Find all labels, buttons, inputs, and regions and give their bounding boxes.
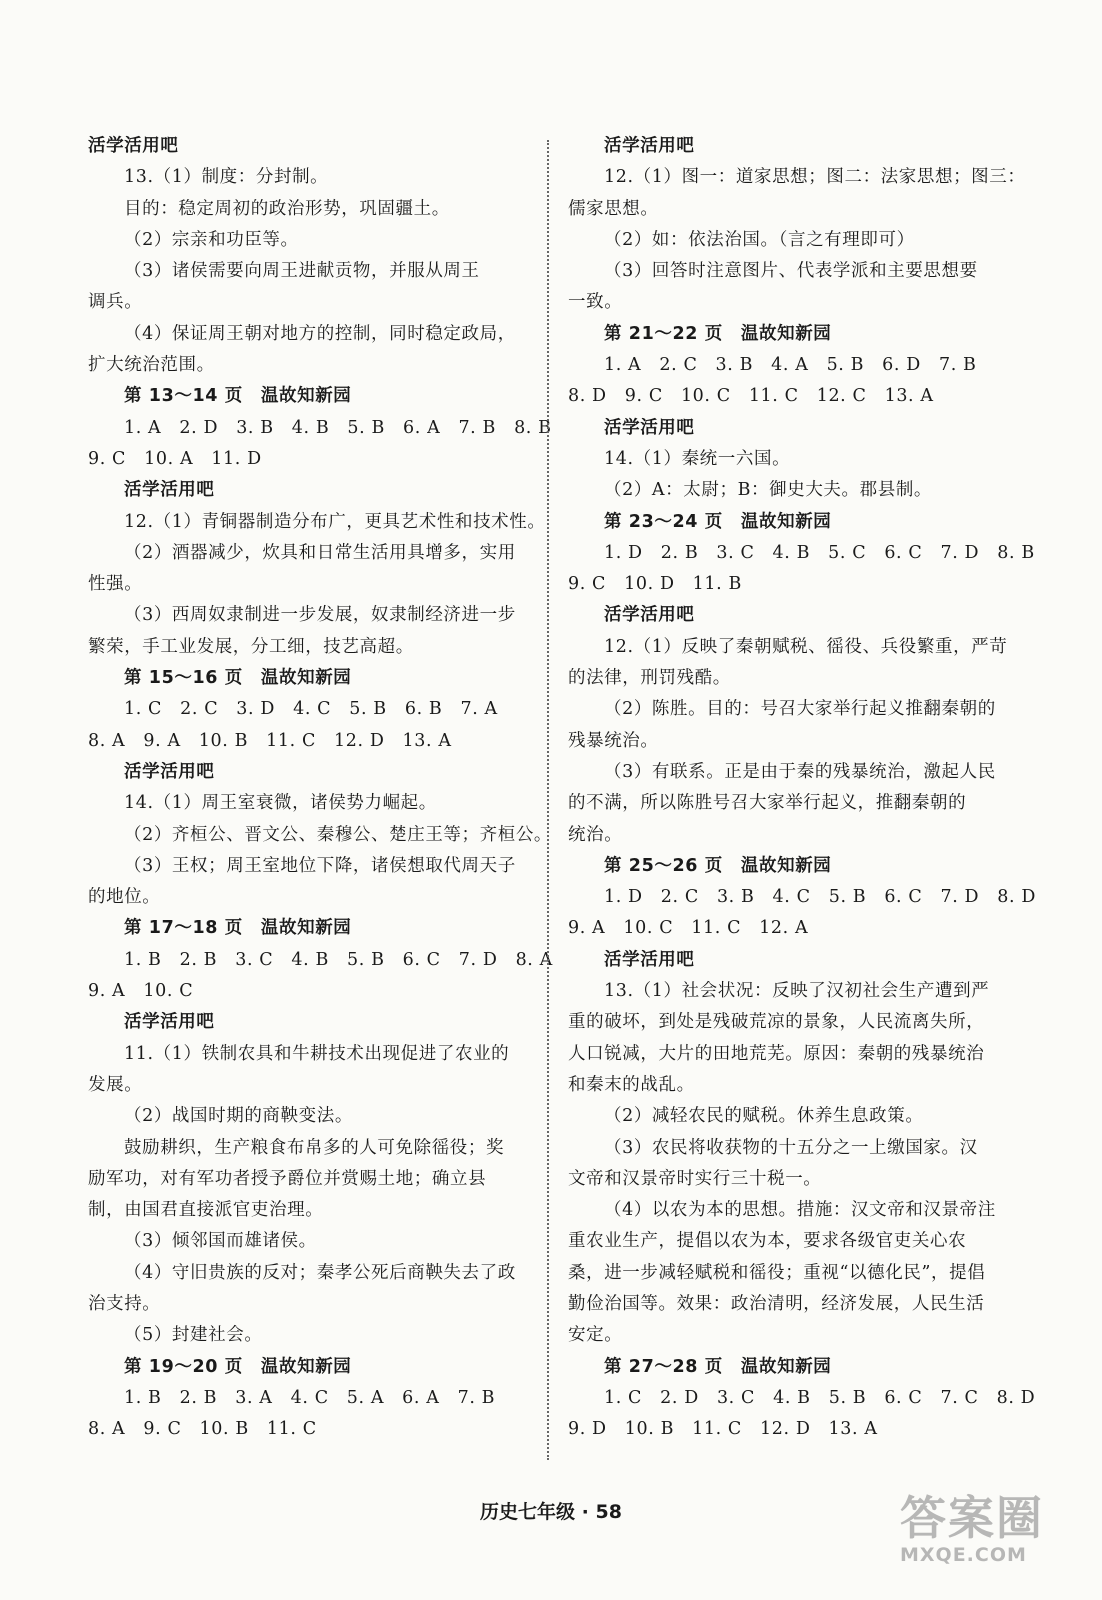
answer-line: （4）以农为本的思想。措施：汉文帝和汉景帝注 [604,1200,996,1221]
right-column [568,131,1036,1445]
answer-line: 文帝和汉景帝时实行三十税一。 [568,1168,822,1189]
answer-line: 扩大统治范围。 [88,355,215,376]
answer-line: 重的破坏，到处是残破荒凉的景象，人民流离失所， [568,1012,985,1033]
answer-line: 1. B 2. B 3. C 4. B 5. B 6. C 7. D 8. A [124,949,553,970]
answer-line: 1. C 2. C 3. D 4. C 5. B 6. B 7. A [124,699,498,720]
answer-line: 鼓励耕织，生产粮食布帛多的人可免除徭役；奖 [124,1137,505,1158]
section-heading: 活学活用吧 [604,949,695,970]
section-heading: 第 25～26 页 温故知新园 [604,855,832,876]
section-heading: 活学活用吧 [124,1012,215,1033]
answer-line: （2）酒器减少，炊具和日常生活用具增多，实用 [124,542,516,563]
answer-line: 1. A 2. C 3. B 4. A 5. B 6. D 7. B [604,355,977,376]
answer-line: 9. D 10. B 11. C 12. D 13. A [568,1419,878,1440]
answer-line: 目的：稳定周初的政治形势，巩固疆土。 [124,198,450,219]
section-heading: 第 13～14 页 温故知新园 [124,386,352,407]
answer-line: 14.（1）周王室衰微，诸侯势力崛起。 [124,793,437,814]
answer-line: 和秦末的战乱。 [568,1074,695,1095]
answer-line: 一致。 [568,292,623,313]
answer-line: 11.（1）铁制农具和牛耕技术出现促进了农业的 [124,1043,510,1064]
answer-line: （3）农民将收获物的十五分之一上缴国家。汉 [604,1137,978,1158]
answer-line: 13.（1）社会状况：反映了汉初社会生产遭到严 [604,981,990,1002]
section-heading: 第 27～28 页 温故知新园 [604,1356,832,1377]
answer-line: 的不满，所以陈胜号召大家举行起义，推翻秦朝的 [568,793,967,814]
answer-line: 治支持。 [88,1293,161,1314]
answer-line: （2）陈胜。目的：号召大家举行起义推翻秦朝的 [604,699,996,720]
answer-line: 的法律，刑罚残酷。 [568,668,731,689]
answer-line: 9. C 10. D 11. B [568,574,742,595]
answer-line: 重农业生产，提倡以农为本，要求各级官吏关心农 [568,1231,967,1252]
answer-line: 12.（1）图一：道家思想；图二：法家思想；图三： [604,167,1026,188]
section-heading: 第 19～20 页 温故知新园 [124,1356,352,1377]
page-footer: 历史七年级 · 58 [480,1501,622,1523]
section-heading: 活学活用吧 [88,136,179,156]
answer-line: 9. A 10. C 11. C 12. A [568,918,809,939]
section-heading: 第 21～22 页 温故知新园 [604,323,832,344]
answer-line: （5）封建社会。 [124,1325,263,1346]
answer-line: 桑，进一步减轻赋税和徭役；重视“以德化民”，提倡 [568,1262,986,1283]
answer-line: 勤俭治国等。效果：政治清明，经济发展，人民生活 [568,1293,985,1314]
section-heading: 活学活用吧 [604,605,695,626]
answer-line: 制，由国君直接派官吏治理。 [88,1200,324,1221]
answer-line: 14.（1）秦统一六国。 [604,448,791,469]
answer-line: 发展。 [88,1074,143,1095]
answer-line: （4）守旧贵族的反对；秦孝公死后商鞅失去了政 [124,1262,516,1283]
answer-line: （2）战国时期的商鞅变法。 [124,1106,353,1127]
section-heading: 第 17～18 页 温故知新园 [124,918,352,939]
answer-line: （2）宗亲和功臣等。 [124,229,299,250]
answer-line: （3）倾邻国而雄诸侯。 [124,1231,317,1252]
answer-line: （3）王权；周王室地位下降，诸侯想取代周天子 [124,855,516,876]
section-heading: 活学活用吧 [124,480,215,501]
answer-line: 残暴统治。 [568,730,659,751]
answer-line: 1. D 2. B 3. C 4. B 5. C 6. C 7. D 8. B [604,542,1035,563]
answer-line: 1. C 2. D 3. C 4. B 5. B 6. C 7. C 8. D [604,1387,1036,1408]
answer-line: （3）诸侯需要向周王进献贡物，并服从周王 [124,261,480,282]
answer-line: （3）回答时注意图片、代表学派和主要思想要 [604,261,978,282]
answer-line: 9. C 10. A 11. D [88,448,262,469]
section-heading: 第 15～16 页 温故知新园 [124,668,352,689]
answer-line: 人口锐减，大片的田地荒芜。原因：秦朝的残暴统治 [568,1043,985,1064]
answer-line: （3）有联系。正是由于秦的残暴统治，激起人民 [604,761,996,782]
answer-line: 8. A 9. C 10. B 11. C [88,1419,317,1440]
answer-line: 12.（1）青铜器制造分布广，更具艺术性和技术性。 [124,511,546,532]
answer-line: （3）西周奴隶制进一步发展，奴隶制经济进一步 [124,605,516,626]
section-heading: 活学活用吧 [604,136,695,156]
answer-line: 1. A 2. D 3. B 4. B 5. B 6. A 7. B 8. B [124,417,552,438]
answer-line: 12.（1）反映了秦朝赋税、徭役、兵役繁重，严苛 [604,636,1008,657]
answer-line: （4）保证周王朝对地方的控制，同时稳定政局， [124,323,516,344]
watermark-url: MXQE.COM [900,1544,1027,1566]
answer-line: 1. D 2. C 3. B 4. C 5. B 6. C 7. D 8. D [604,887,1036,908]
answer-line: 的地位。 [88,887,161,908]
answer-line: 安定。 [568,1325,623,1346]
answer-line: 8. D 9. C 10. C 11. C 12. C 13. A [568,386,934,407]
watermark-logo [900,1492,1090,1592]
answer-line: （2）如：依法治国。（言之有理即可） [604,229,915,250]
answer-line: 儒家思想。 [568,198,659,219]
answer-line: 统治。 [568,824,623,845]
section-heading: 第 23～24 页 温故知新园 [604,511,832,532]
answer-line: 性强。 [88,574,143,595]
answer-line: 繁荣，手工业发展，分工细，技艺高超。 [88,636,414,657]
column-divider [547,140,549,1460]
answer-line: 1. B 2. B 3. A 4. C 5. A 6. A 7. B [124,1387,496,1408]
left-column [88,131,553,1445]
answer-line: 9. A 10. C [88,981,194,1002]
answer-line: 8. A 9. A 10. B 11. C 12. D 13. A [88,730,452,751]
answer-line: （2）齐桓公、晋文公、秦穆公、楚庄王等；齐桓公。 [124,824,553,845]
answer-line: （2）减轻农民的赋税。休养生息政策。 [604,1106,924,1127]
section-heading: 活学活用吧 [124,761,215,782]
section-heading: 活学活用吧 [604,417,695,438]
watermark-title: 答案圈 [900,1491,1044,1545]
answer-line: （2）A：太尉；B：御史大夫。郡县制。 [604,480,933,501]
answer-line: 励军功，对有军功者授予爵位并赏赐土地；确立县 [88,1168,487,1189]
answer-line: 13.（1）制度：分封制。 [124,167,329,188]
answer-line: 调兵。 [88,292,143,313]
